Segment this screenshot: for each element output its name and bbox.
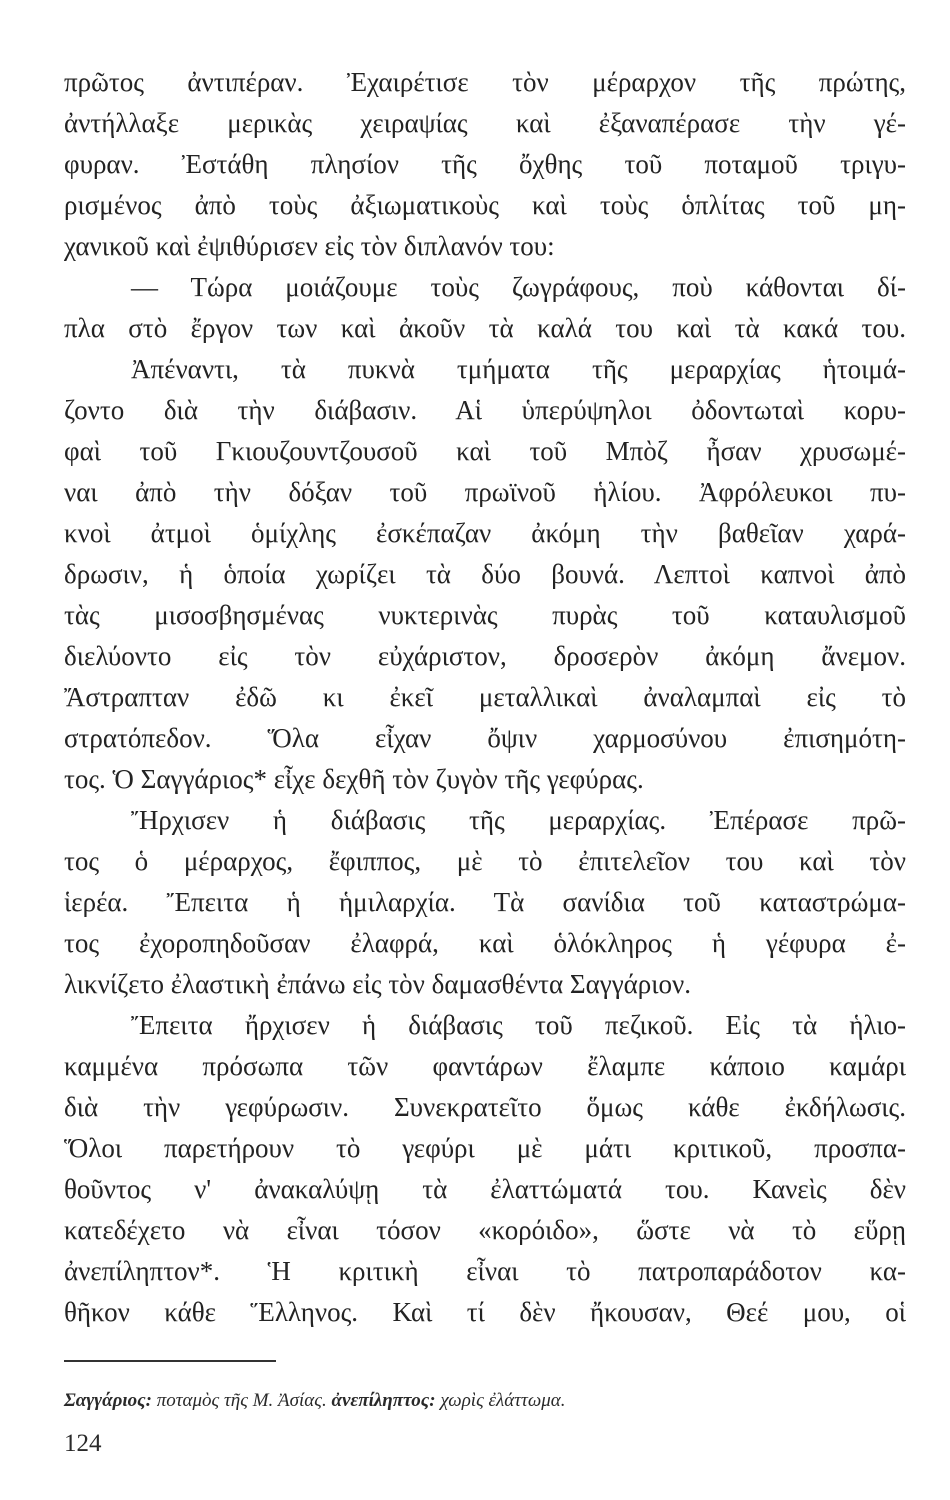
footnote-definition: ποταμὸς τῆς Μ. Ἀσίας.: [156, 1390, 327, 1411]
text-line: ἱερέα. Ἔπειτα ἡ ἡμιλαρχία. Τὰ σανίδια τοῦ καταστρώμα-: [64, 887, 906, 917]
text-line: Ἔπειτα ἤρχισεν ἡ διάβασις τοῦ πεζικοῦ. Εἰς τὰ ἡλιο-: [131, 1010, 906, 1040]
text-line: τος. Ὁ Σαγγάριος* εἶχε δεχθῆ τὸν ζυγὸν τῆς γεφύρας.: [64, 764, 644, 794]
body-text: [64, 62, 906, 1333]
text-line: φυραν. Ἐστάθη πλησίον τῆς ὄχθης τοῦ ποταμοῦ τριγυ-: [64, 149, 906, 179]
footnote-rule: [64, 1360, 276, 1362]
text-line: τὰς μισοσβησμένας νυκτερινὰς πυρὰς τοῦ καταυλισμοῦ: [64, 600, 906, 630]
text-line: ρισμένος ἀπὸ τοὺς ἀξιωματικοὺς καὶ τοὺς ὁπλίτας τοῦ μη-: [64, 190, 906, 220]
text-line: δρωσιν, ἡ ὁποία χωρίζει τὰ δύο βουνά. Λεπτοὶ καπνοὶ ἀπὸ: [64, 559, 906, 589]
footnote-term: ἀνεπίληπτος:: [331, 1390, 436, 1411]
footnote: [64, 1388, 906, 1414]
footnote-term: Σαγγάριος:: [64, 1390, 152, 1411]
text-line: πλα στὸ ἔργον των καὶ ἀκοῦν τὰ καλά του καὶ τὰ κακά του.: [64, 313, 906, 343]
text-line: ἀνεπίληπτον*. Ἡ κριτικὴ εἶναι τὸ πατροπαράδοτον κα-: [64, 1256, 906, 1286]
text-line: Ἄστραπταν ἐδῶ κι ἐκεῖ μεταλλικαὶ ἀναλαμπαὶ εἰς τὸ: [64, 682, 906, 712]
text-line: Ἀπέναντι, τὰ πυκνὰ τμήματα τῆς μεραρχίας ἡτοιμά-: [131, 354, 906, 384]
text-line: ζοντο διὰ τὴν διάβασιν. Αἱ ὑπερύψηλοι ὀδοντωταὶ κορυ-: [64, 395, 906, 425]
text-line: διελύοντο εἰς τὸν εὐχάριστον, δροσερὸν ἀκόμη ἄνεμον.: [64, 641, 906, 671]
text-line: ἀντήλλαξε μερικὰς χειραψίας καὶ ἐξαναπέρασε τὴν γέ-: [64, 108, 906, 138]
text-line: θῆκον κάθε Ἕλληνος. Καὶ τί δὲν ἤκουσαν, Θεέ μου, οἱ: [64, 1297, 906, 1327]
footnote-definition: χωρὶς ἐλάττωμα.: [440, 1390, 566, 1411]
text-line: Ὅλοι παρετήρουν τὸ γεφύρι μὲ μάτι κριτικοῦ, προσπα-: [64, 1133, 906, 1163]
text-line: κατεδέχετο νὰ εἶναι τόσον «κορόιδο», ὥστε νὰ τὸ εὕρῃ: [64, 1215, 906, 1245]
text-line: λικνίζετο ἐλαστικὴ ἐπάνω εἰς τὸν δαμασθέντα Σαγγάριον.: [64, 969, 691, 999]
text-line: τος ἐχοροπηδοῦσαν ἐλαφρά, καὶ ὁλόκληρος ἡ γέφυρα ἐ-: [64, 928, 906, 958]
text-line: Ἤρχισεν ἡ διάβασις τῆς μεραρχίας. Ἐπέρασε πρῶ-: [131, 805, 906, 835]
text-line: κνοὶ ἀτμοὶ ὁμίχλης ἐσκέπαζαν ἀκόμη τὴν βαθεῖαν χαρά-: [64, 518, 906, 548]
text-line: — Τώρα μοιάζουμε τοὺς ζωγράφους, ποὺ κάθονται δί-: [131, 272, 906, 302]
text-line: στρατόπεδον. Ὅλα εἶχαν ὄψιν χαρμοσύνου ἐπισημότη-: [64, 723, 906, 753]
text-line: θοῦντος ν' ἀνακαλύψῃ τὰ ἐλαττώματά του. Κανεὶς δὲν: [64, 1174, 906, 1204]
text-line: φαὶ τοῦ Γκιουζουντζουσοῦ καὶ τοῦ Μπὸζ ἦσαν χρυσωμέ-: [64, 436, 906, 466]
page-number: 124: [64, 1430, 102, 1457]
text-line: καμμένα πρόσωπα τῶν φαντάρων ἔλαμπε κάποιο καμάρι: [64, 1051, 906, 1081]
text-line: χανικοῦ καὶ ἐψιθύρισεν εἰς τὸν διπλανόν του:: [64, 231, 555, 261]
text-line: πρῶτος ἀντιπέραν. Ἐχαιρέτισε τὸν μέραρχον τῆς πρώτης,: [64, 67, 906, 97]
text-line: τος ὁ μέραρχος, ἔφιππος, μὲ τὸ ἐπιτελεῖον του καὶ τὸν: [64, 846, 906, 876]
text-line: διὰ τὴν γεφύρωσιν. Συνεκρατεῖτο ὅμως κάθε ἐκδήλωσις.: [64, 1092, 906, 1122]
text-line: ναι ἀπὸ τὴν δόξαν τοῦ πρωϊνοῦ ἡλίου. Ἀφρόλευκοι πυ-: [64, 477, 906, 507]
